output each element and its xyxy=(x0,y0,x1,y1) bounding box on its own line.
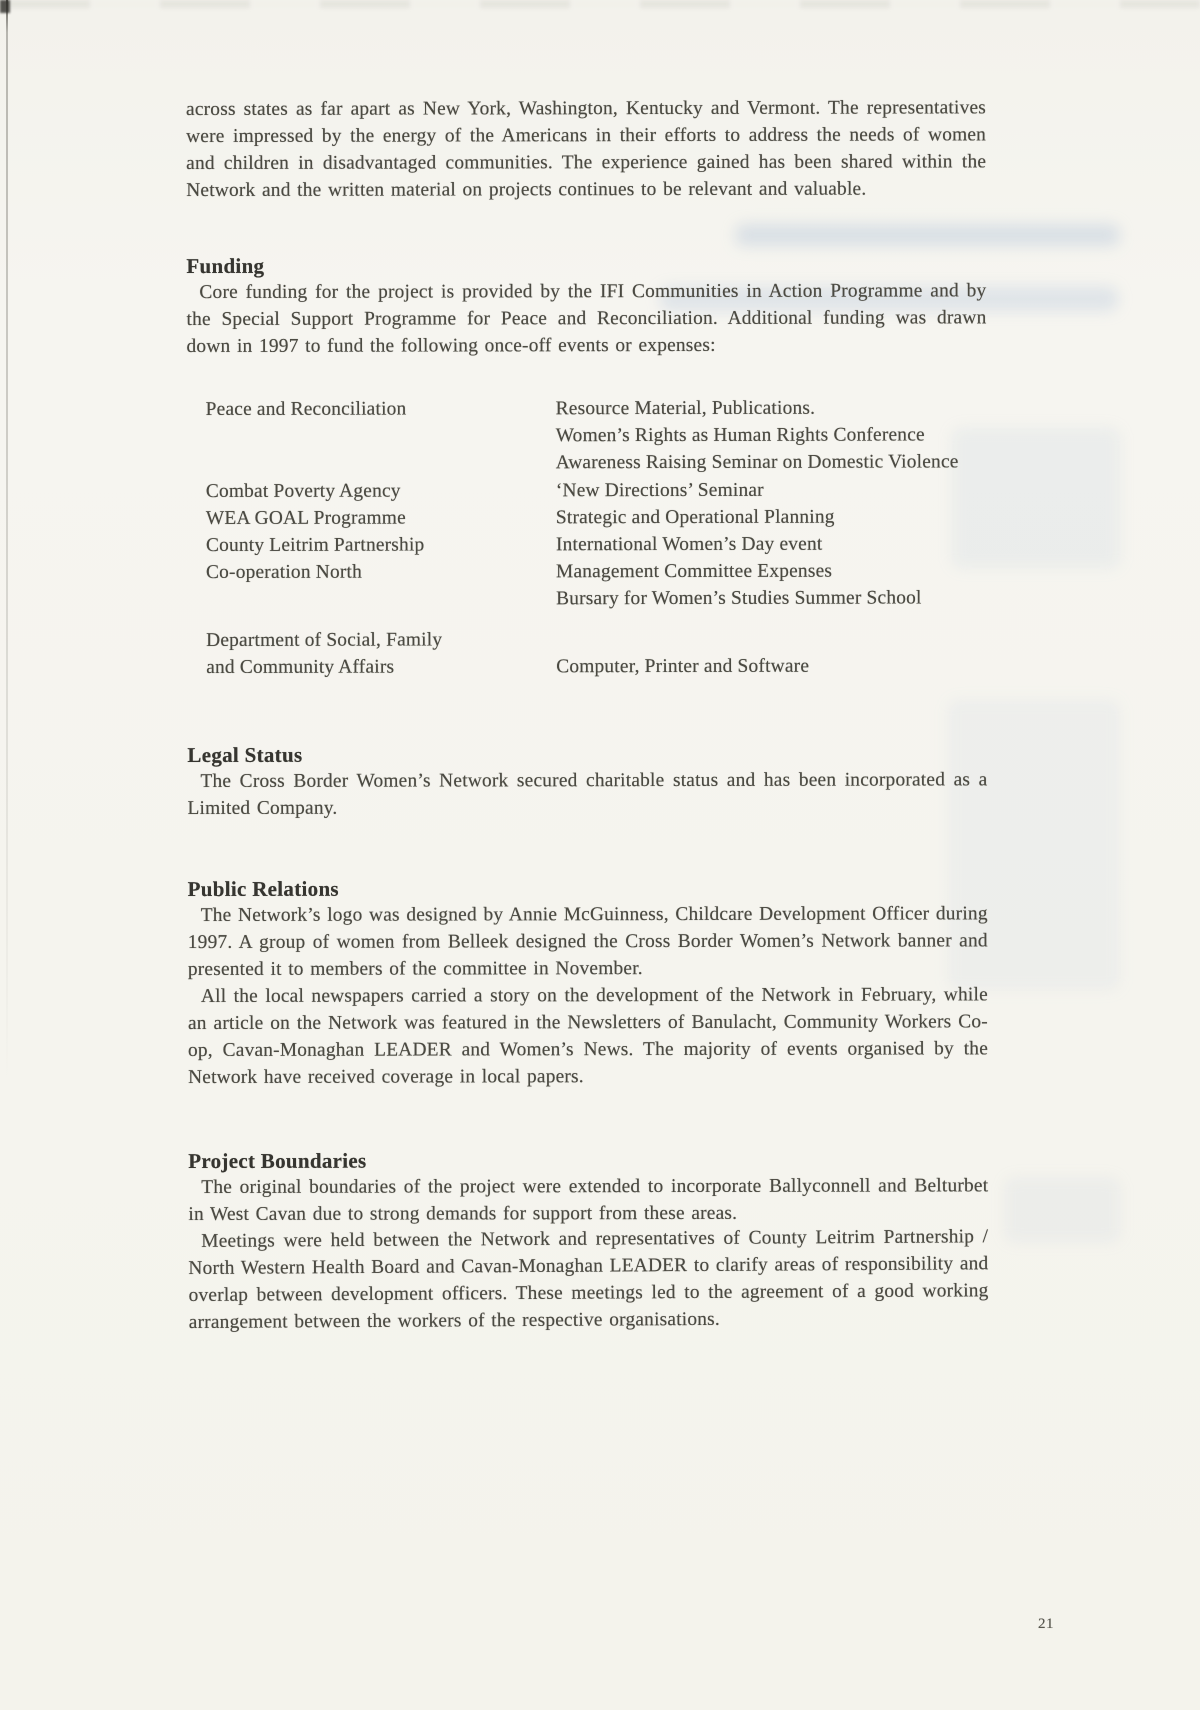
scan-top-edge-artifact xyxy=(0,0,1200,8)
project-boundaries-heading: Project Boundaries xyxy=(188,1148,367,1174)
funding-item: ‘New Directions’ Seminar xyxy=(555,479,764,501)
funding-table xyxy=(206,394,988,681)
funding-row xyxy=(206,422,987,451)
funding-source: Co-operation North xyxy=(205,561,363,584)
ink-bleedthrough-artifact xyxy=(1005,1178,1120,1242)
page-number: 21 xyxy=(1038,1616,1054,1632)
funding-item: Women’s Rights as Human Rights Conference xyxy=(555,424,925,447)
funding-row xyxy=(206,476,987,505)
funding-item: Awareness Raising Seminar on Domestic Violence xyxy=(555,451,959,474)
funding-item xyxy=(556,625,987,653)
funding-source: Department of Social, Family xyxy=(206,629,443,651)
public-relations-paragraph-1: The Network’s logo was designed by Annie McGuinness, Childcare Development Officer during 1997. A group of women from Belleek designed the Cross Border Women’s Network banner and presented it to members of the committee in November. xyxy=(187,903,988,981)
funding-row xyxy=(206,652,987,681)
public-relations-heading: Public Relations xyxy=(187,876,339,902)
public-relations-paragraph-2: All the local newspapers carried a story on the development of the Network in February, while an article on the Network was featured in the Newsletters of Banulacht, Community Workers Co-op, Cavan-Monaghan LEADER and Women’s News. The majority of events organised by the Network have received coverage in local papers. xyxy=(187,984,989,1089)
funding-row xyxy=(206,585,987,614)
project-boundaries-paragraph-2: Meetings were held between the Network and representatives of County Leitrim Partnership / North Western Health Board and Cavan-Monaghan LEADER to clarify areas of responsibility and overlap between development officers. These meetings led to the agreement of a good working arrangement between the workers of the respective organisations. xyxy=(188,1226,989,1334)
funding-item: Management Committee Expenses xyxy=(555,560,833,583)
funding-row xyxy=(206,530,987,559)
funding-item: Strategic and Operational Planning xyxy=(555,506,835,529)
funding-row xyxy=(206,394,987,423)
funding-source: and Community Affairs xyxy=(206,656,395,678)
funding-row xyxy=(206,503,987,532)
funding-row xyxy=(206,558,987,587)
funding-intro-paragraph: Core funding for the project is provided by the IFI Communities in Action Programme and by the Special Support Programme for Peace and Reconciliation. Additional funding was drawn down in 1997 to fund the following once-off events or expenses: xyxy=(186,280,987,357)
funding-item: Bursary for Women’s Studies Summer School xyxy=(556,587,922,610)
project-boundaries-paragraph-1: The original boundaries of the project were extended to incorporate Ballyconnell and Belturbet in West Cavan due to strong demands for support from these areas. xyxy=(188,1175,989,1226)
funding-source xyxy=(206,586,556,614)
scan-left-edge-line-artifact xyxy=(6,0,8,1080)
intro-paragraph: across states as far apart as New York, Washington, Kentucky and Vermont. The representatives were impressed by the energy of the Americans in their efforts to address the needs of women and children in disadvantaged communities. The experience gained has been shared within the Network and the written material on projects continues to be relevant and valuable. xyxy=(186,97,987,201)
funding-source xyxy=(206,613,556,627)
funding-item: Computer, Printer and Software xyxy=(556,655,810,678)
funding-item xyxy=(556,612,987,626)
funding-source xyxy=(206,450,556,478)
funding-source: County Leitrim Partnership xyxy=(205,534,425,556)
funding-item: International Women’s Day event xyxy=(555,533,823,556)
funding-source: Peace and Reconciliation xyxy=(205,398,407,420)
funding-row xyxy=(206,449,987,478)
legal-status-heading: Legal Status xyxy=(187,742,303,768)
funding-row xyxy=(206,625,987,654)
funding-item: Resource Material, Publications. xyxy=(555,397,816,420)
funding-source xyxy=(206,422,556,450)
scan-corner-mark-artifact xyxy=(0,0,10,13)
funding-source: WEA GOAL Programme xyxy=(205,507,406,529)
document-content xyxy=(186,94,989,1336)
funding-heading: Funding xyxy=(186,253,265,278)
funding-source: Combat Poverty Agency xyxy=(205,480,401,502)
legal-status-paragraph: The Cross Border Women’s Network secured charitable status and has been incorporated as a Limited Company. xyxy=(187,769,988,820)
